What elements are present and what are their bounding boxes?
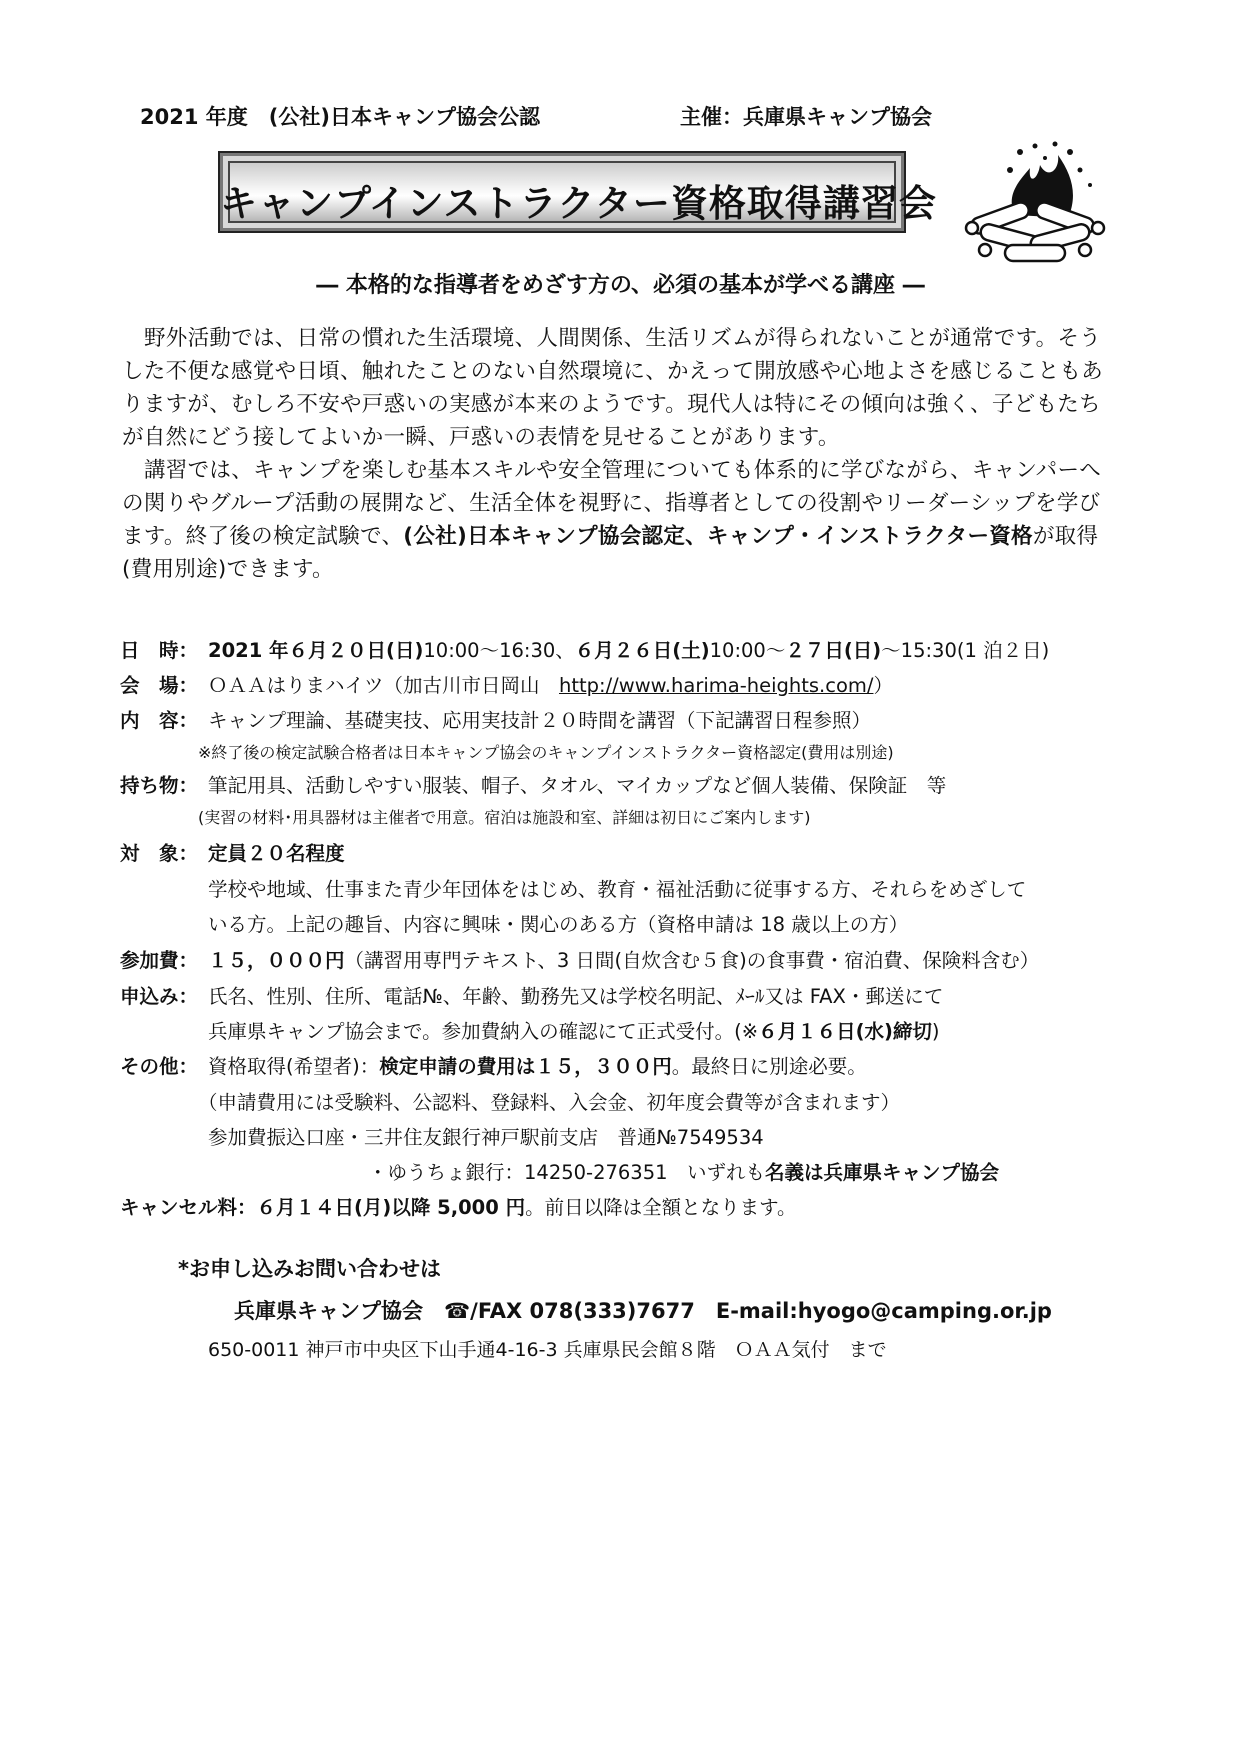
contact-email[interactable]: E-mail:hyogo@camping.or.jp <box>715 1299 1052 1323</box>
other-fee: 検定申請の費用は１５，３００円 <box>379 1055 672 1078</box>
date-time-2: 10:00～ <box>709 639 786 662</box>
contact-line <box>234 1295 1052 1325</box>
items-row <box>120 770 946 798</box>
bank-account-2 <box>368 1157 999 1185</box>
date-time-1: 10:00～16:30、 <box>423 639 575 662</box>
contact-address: 650-0011 神戸市中央区下山手通4-16-3 兵庫県民会館８階 ＯＡＡ気付 まで <box>208 1339 887 1361</box>
apply-line-2-text: 兵庫県キャンプ協会まで。参加費納入の確認にて正式受付。(※ <box>208 1020 759 1043</box>
apply-deadline: ６月１６日(水)締切 <box>758 1020 932 1043</box>
date-day-1: 2021 年６月２０日(日) <box>208 639 424 662</box>
contact-heading: *お申し込みお問い合わせは <box>178 1257 441 1281</box>
apply-line-2 <box>208 1016 940 1044</box>
content-row <box>120 705 871 733</box>
cancel-text: 。前日以降は全額となります。 <box>525 1196 797 1219</box>
target-label: 対 象： <box>120 842 199 865</box>
other-label: その他： <box>120 1055 199 1078</box>
items-note: (実習の材料･用具器材は主催者で用意。宿泊は施設和室、詳細は初日にご案内します) <box>198 808 811 827</box>
apply-label: 申込み： <box>120 985 199 1008</box>
content-label: 内 容： <box>120 709 199 732</box>
target-line-1: 学校や地域、仕事また青少年団体をはじめ、教育・福祉活動に従事する方、それらをめざして <box>208 878 1027 901</box>
apply-line-2-end: ) <box>931 1020 940 1043</box>
fee-row <box>120 945 1039 973</box>
fee-label: 参加費： <box>120 949 199 972</box>
date-row <box>120 635 1049 663</box>
cancel-row <box>120 1192 797 1220</box>
target-line-2: いる方。上記の趣旨、内容に興味・関心のある方（資格申請は 18 歳以上の方） <box>208 913 909 936</box>
other-text-end: 。最終日に別途必要。 <box>671 1055 867 1078</box>
account-holder: 名義は兵庫県キャンプ協会 <box>765 1161 1000 1184</box>
other-text: 資格取得(希望者)： <box>208 1055 380 1078</box>
fee-amount: １５，０００円 <box>208 949 345 972</box>
venue-label: 会 場： <box>120 674 199 697</box>
venue-link[interactable]: http://www.harima-heights.com/ <box>559 674 874 697</box>
date-day-2: ６月２６日(土) <box>574 639 710 662</box>
venue-close: ） <box>873 674 893 697</box>
header-left: 2021 年度 (公社)日本キャンプ協会公認 <box>140 105 540 129</box>
apply-line-1: 氏名、性別、住所、電話№、年齢、勤務先又は学校名明記、ﾒｰﾙ又は FAX・郵送にて <box>208 985 944 1008</box>
intro-paragraph-1: 野外活動では、日常の慣れた生活環境、人間関係、生活リズムが得られないことが通常です。そうした不便な感覚や日頃、触れたことのない自然環境に、かえって開放感や心地よさを感じることもありますが、むしろ不安や戸惑いの実感が本来のようです。現代人は特にその傾向は強く、子どもたちが自然にどう接してよいか一瞬、戸惑いの表情を見せることがあります。 <box>122 326 1104 450</box>
fee-text: （講習用専門テキスト、3 日間(自炊含む５食)の食事費・宿泊費、保険料含む） <box>344 949 1040 972</box>
date-day-3: ２７日(日) <box>785 639 882 662</box>
bank-account-1: 参加費振込口座・三井住友銀行神戸駅前支店 普通№7549534 <box>208 1126 764 1149</box>
other-row <box>120 1051 867 1079</box>
target-capacity: 定員２０名程度 <box>208 842 345 865</box>
date-label: 日 時： <box>120 639 199 662</box>
intro-p2-end: が取得(費用別途)できます。 <box>122 524 1099 582</box>
header-organizer: 主催：兵庫県キャンプ協会 <box>680 105 932 129</box>
target-row <box>120 838 345 866</box>
cancel-fee: ６月１４日(月)以降 5,000 円 <box>256 1196 526 1219</box>
page-title: キャンプインストラクター資格取得講習会 <box>220 182 937 225</box>
cancel-label: キャンセル料： <box>120 1196 257 1219</box>
apply-row <box>120 981 943 1009</box>
contact-tel: ☎/FAX 078(333)7677 <box>444 1299 695 1323</box>
date-time-3: ～15:30(1 泊２日) <box>881 639 1050 662</box>
content-text: キャンプ理論、基礎実技、応用実技計２０時間を講習（下記講習日程参照） <box>208 709 872 732</box>
venue-text: ＯＡＡはりまハイツ（加古川市日岡山 <box>208 674 560 697</box>
subtitle: ― 本格的な指導者をめざす方の、必須の基本が学べる講座 ― <box>316 273 925 298</box>
intro-certification: (公社)日本キャンプ協会認定、キャンプ・インストラクター資格 <box>403 524 1033 549</box>
intro-p2-text: 講習では、キャンプを楽しむ基本スキルや安全管理についても体系的に学びながら、キャンパーへの関りやグループ活動の展開など、生活全体を視野に、指導者としての役割やリーダーシップを学びます。終了後の検定試験で、 <box>122 458 1102 549</box>
content-note: ※終了後の検定試験合格者は日本キャンプ協会のキャンプインストラクター資格認定(費用は別途) <box>198 743 894 762</box>
items-text: 筆記用具、活動しやすい服装、帽子、タオル、マイカップなど個人装備、保険証 等 <box>208 774 947 797</box>
contact-org: 兵庫県キャンプ協会 <box>234 1299 423 1323</box>
bank-account-2-text: ・ゆうちょ銀行：14250-276351 いずれも <box>368 1161 766 1184</box>
details-list <box>120 0 1140 1755</box>
items-label: 持ち物： <box>120 774 199 797</box>
other-note: （申請費用には受験料、公認料、登録料、入会金、初年度会費等が含まれます） <box>198 1091 901 1114</box>
venue-row <box>120 670 893 698</box>
